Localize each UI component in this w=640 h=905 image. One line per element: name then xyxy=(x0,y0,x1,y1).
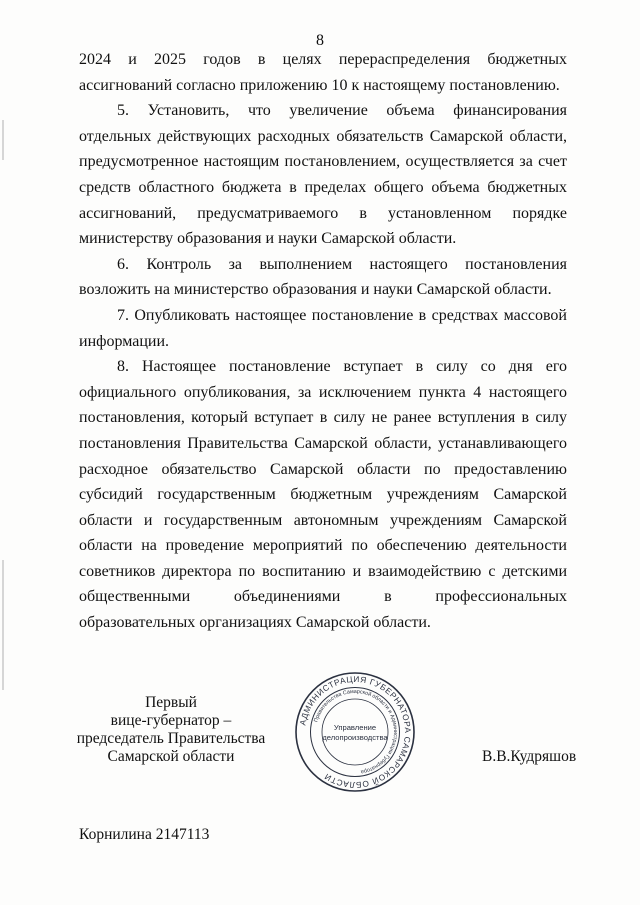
document-body xyxy=(79,47,567,636)
signer-title-line: вице-губернатор – xyxy=(110,712,232,729)
paragraph-7: 7. Опубликовать настоящее постановление в средствах массовой информации. xyxy=(79,306,567,350)
seal-inner-ring xyxy=(322,699,388,765)
signer-title-line: Первый xyxy=(145,694,197,711)
seal-middle-ring xyxy=(311,688,400,777)
signer-name: В.В.Кудряшов xyxy=(482,748,577,765)
seal-center-line-2: делопроизводства xyxy=(322,733,388,742)
paragraph-continuation: 2024 и 2025 годов в целях перераспределения бюджетных ассигнований согласно приложению 10 к настоящему постановлению. xyxy=(79,51,567,94)
executor-contact: Корнилина 2147113 xyxy=(79,826,210,843)
seal-inner-text: Правительства Самарской области и Администрации Губернатора xyxy=(313,688,399,775)
signer-title-line: Самарской области xyxy=(107,748,235,765)
page-number: 8 xyxy=(316,32,324,49)
official-seal xyxy=(294,669,416,795)
scan-margin-mark xyxy=(2,120,4,160)
paragraph-8: 8. Настоящее постановление вступает в силу со дня его официального опубликования, за исключением пункта 4 настоящего постановления, который вступает в силу не ранее вступления в силу постановления Правительства Самарской области, устанавливающего расходное обязательство Самарской области по предоставлению субсидий государственным бюджетным учреждениям Самарской области и государственным автономным учреждениям Самарской области на проведение мероприятий по обеспечению деятельности советников директора по воспитанию и взаимодействию с детскими общественными объединениями в профессиональных образовательных организациях Самарской области. xyxy=(79,358,567,632)
scan-margin-mark xyxy=(2,560,4,690)
signer-title-line: председатель Правительства xyxy=(76,730,266,747)
paragraph-6: 6. Контроль за выполнением настоящего постановления возложить на министерство образования и науки Самарской области. xyxy=(79,255,567,299)
seal-outer-text: АДМИНИСТРАЦИЯ ГУБЕРНАТОРА САМАРСКОЙ ОБЛАСТИ xyxy=(297,673,414,791)
signer-title xyxy=(76,694,266,766)
seal-center-line-1: Управление xyxy=(333,723,377,732)
paragraph-5: 5. Установить, что увеличение объема финансирования отдельных действующих расходных обязательств Самарской области, предусмотренное настоящим постановлением, осуществляется за счет средств областного бюджета в пределах общего объема бюджетных ассигнований, предусматриваемого в установленном порядке министерству образования и науки Самарской области. xyxy=(79,102,567,248)
seal-graphic xyxy=(294,669,416,795)
